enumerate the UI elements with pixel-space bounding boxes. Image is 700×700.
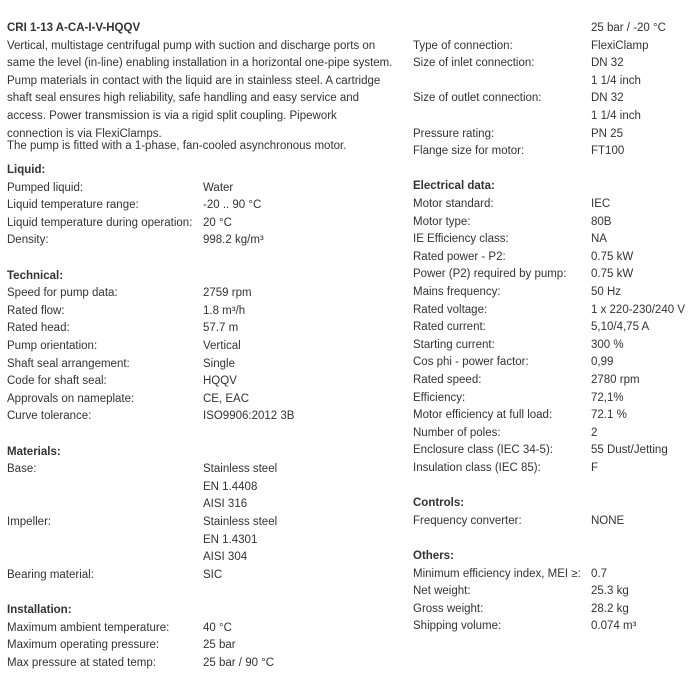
- spec-label: Pressure rating:: [413, 127, 495, 140]
- section-heading-others: Others:: [413, 550, 454, 562]
- spec-row-base: [7, 461, 397, 511]
- spec-row-type-of-connection: [413, 38, 698, 56]
- spec-label: Rated speed:: [413, 374, 482, 386]
- spec-value: HQQV: [203, 375, 237, 388]
- spec-row-approvals-on-nameplate: [7, 391, 397, 409]
- spec-label: Motor type:: [413, 215, 471, 228]
- spec-value: Stainless steel: [203, 463, 278, 476]
- spec-value: ISO9906:2012 3B: [203, 410, 295, 423]
- description-line: connection is via FlexiClamps.: [7, 127, 162, 140]
- spec-value: AISI 316: [203, 498, 248, 511]
- spec-row-motor-standard: [413, 196, 698, 214]
- spec-value: DN 32: [591, 57, 624, 70]
- spec-label: Base:: [7, 463, 37, 476]
- spec-value: 2: [591, 426, 598, 439]
- spec-row-pressure-rating: [413, 126, 698, 144]
- spec-label: Starting current:: [413, 338, 495, 351]
- section-heading-controls: Controls:: [413, 497, 465, 510]
- spec-value: 0.7: [591, 567, 607, 580]
- spec-row-curve-tolerance: [7, 408, 397, 426]
- spec-row-ie-efficiency-class: [413, 231, 698, 249]
- spec-label: Motor efficiency at full load:: [413, 409, 553, 422]
- spec-value: PN 25: [591, 127, 623, 140]
- spec-label: Rated power - P2:: [413, 250, 506, 263]
- spec-row-net-weight: [413, 583, 698, 601]
- spec-label: Speed for pump data:: [7, 287, 118, 300]
- spec-value: SIC: [203, 568, 223, 581]
- spec-row-insulation-class-iec-85: [413, 460, 698, 478]
- spec-value: 0.75 kW: [591, 250, 634, 263]
- spec-row-rated-voltage: [413, 302, 698, 320]
- spec-label: Efficiency:: [413, 391, 466, 404]
- spec-value: Water: [203, 181, 234, 194]
- spec-label: Number of poles:: [413, 426, 501, 439]
- spec-row-motor-type: [413, 214, 698, 232]
- product-title: CRI 1-13 A-CA-I-V-HQQV: [7, 22, 141, 34]
- spec-row-flange-size-for-motor: [413, 143, 698, 161]
- section-heading-installation: Installation:: [7, 604, 72, 616]
- spec-label: Size of outlet connection:: [413, 92, 542, 105]
- spec-row-power-p2-required-by-pump: [413, 266, 698, 284]
- spec-row-number-of-poles: [413, 425, 698, 443]
- spec-value: 72.1 %: [591, 409, 627, 422]
- spec-value: 25 bar: [203, 639, 236, 652]
- spec-label: Flange size for motor:: [413, 145, 525, 158]
- motor-note: The pump is fitted with a 1-phase, fan-cooled asynchronous motor.: [7, 140, 347, 152]
- spec-label: Insulation class (IEC 85):: [413, 462, 541, 474]
- spec-label: Impeller:: [7, 516, 52, 528]
- spec-row-liquid-temperature-during-operation: [7, 215, 397, 233]
- spec-value: 57.7 m: [203, 322, 239, 335]
- spec-value: 1 x 220-230/240 V: [591, 303, 685, 316]
- spec-value: 50 Hz: [591, 286, 622, 298]
- spec-value: AISI 304: [203, 551, 248, 564]
- spec-row-gross-weight: [413, 601, 698, 619]
- spec-row-enclosure-class-iec-34-5: [413, 442, 698, 460]
- spec-row-frequency-converter: [413, 513, 698, 531]
- spec-label: Approvals on nameplate:: [7, 392, 135, 405]
- spec-value: CE, EAC: [203, 392, 250, 405]
- spec-value: 20 °C: [203, 216, 232, 229]
- spec-label: Max pressure at stated temp:: [7, 656, 156, 669]
- spec-value: FlexiClamp: [591, 39, 649, 52]
- spec-label: Size of inlet connection:: [413, 57, 535, 70]
- spec-label: Minimum efficiency index, MEI ≥:: [413, 567, 581, 580]
- spec-value: 25 bar / -20 °C: [591, 22, 666, 34]
- spec-label: Rated current:: [413, 321, 486, 334]
- spec-value: 1 1/4 inch: [591, 74, 641, 87]
- spec-label: Bearing material:: [7, 568, 94, 581]
- spec-row-efficiency: [413, 390, 698, 408]
- spec-value: 72,1%: [591, 391, 624, 404]
- spec-label: Type of connection:: [413, 39, 513, 52]
- spec-value: 1.8 m³/h: [203, 304, 246, 317]
- spec-value: 80B: [591, 215, 612, 228]
- spec-row-rated-head: [7, 320, 397, 338]
- spec-row-mains-frequency: [413, 284, 698, 302]
- section-heading-electrical-data: Electrical data:: [413, 180, 495, 193]
- spec-row-pump-orientation: [7, 338, 397, 356]
- spec-row-size-of-outlet-connection: [413, 90, 698, 122]
- spec-label: IE Efficiency class:: [413, 233, 509, 246]
- spec-label: Maximum operating pressure:: [7, 639, 160, 652]
- spec-row-density: [7, 232, 397, 250]
- spec-label: Gross weight:: [413, 602, 484, 615]
- spec-value: Single: [203, 357, 235, 370]
- spec-label: Code for shaft seal:: [7, 375, 107, 388]
- spec-row-starting-current: [413, 337, 698, 355]
- spec-label: Rated voltage:: [413, 303, 488, 316]
- spec-row-rated-flow: [7, 303, 397, 321]
- section-heading-materials: Materials:: [7, 445, 61, 458]
- spec-label: Net weight:: [413, 585, 471, 598]
- spec-value: 55 Dust/Jetting: [591, 444, 668, 457]
- spec-value: 300 %: [591, 338, 624, 351]
- spec-label: Frequency converter:: [413, 514, 522, 527]
- spec-value: NA: [591, 233, 607, 246]
- spec-label: Rated flow:: [7, 304, 65, 317]
- spec-label: Cos phi - power factor:: [413, 356, 529, 369]
- spec-label: Density:: [7, 234, 49, 247]
- spec-row-impeller: [7, 514, 397, 564]
- spec-value: IEC: [591, 198, 611, 210]
- spec-label: Mains frequency:: [413, 286, 501, 298]
- spec-row-rated-speed: [413, 372, 698, 390]
- spec-label: Pump orientation:: [7, 340, 98, 352]
- spec-row-max-pressure-at-stated-temp: [7, 655, 397, 673]
- spec-row-rated-current: [413, 319, 698, 337]
- spec-row-speed-for-pump-data: [7, 285, 397, 303]
- spec-row-bearing-material: [7, 567, 397, 585]
- spec-label: Enclosure class (IEC 34-5):: [413, 444, 553, 457]
- description-line: Vertical, multistage centrifugal pump with suction and discharge ports on: [7, 39, 376, 52]
- spec-value: 0.074 m³: [591, 620, 637, 633]
- spec-value: NONE: [591, 514, 625, 527]
- spec-row-liquid-temperature-range: [7, 197, 397, 215]
- spec-value: 5,10/4,75 A: [591, 321, 650, 334]
- spec-value: 2759 rpm: [203, 287, 252, 300]
- spec-row-shipping-volume: [413, 618, 698, 636]
- spec-label: Curve tolerance:: [7, 410, 92, 423]
- spec-row-size-of-inlet-connection: [413, 55, 698, 87]
- spec-row-maximum-ambient-temperature: [7, 620, 397, 638]
- spec-value: 0,99: [591, 356, 614, 369]
- spec-value: DN 32: [591, 92, 624, 105]
- spec-value: 28.2 kg: [591, 602, 629, 615]
- spec-value: 25.3 kg: [591, 585, 629, 598]
- spec-row-pumped-liquid: [7, 180, 397, 198]
- spec-label: Liquid temperature during operation:: [7, 216, 193, 229]
- spec-label: Liquid temperature range:: [7, 199, 139, 212]
- description-line: Pump materials in contact with the liquid are in stainless steel. A cartridge: [7, 74, 381, 87]
- spec-row-code-for-shaft-seal: [7, 373, 397, 391]
- spec-value: 25 bar / 90 °C: [203, 656, 275, 669]
- spec-value: 40 °C: [203, 621, 232, 634]
- spec-value: Stainless steel: [203, 516, 278, 528]
- spec-row-motor-efficiency-at-full-load: [413, 407, 698, 425]
- spec-value: FT100: [591, 145, 625, 158]
- description-line: shaft seal ensures high reliability, safe handling and easy service and: [7, 92, 360, 105]
- description-line: access. Power transmission is via a rigid split coupling. Pipework: [7, 110, 337, 122]
- description-line: same the level (in-line) enabling installation in a horizontal one-pipe system.: [7, 57, 393, 70]
- spec-value: 0.75 kW: [591, 268, 634, 281]
- spec-value: Vertical: [203, 340, 241, 352]
- spec-value: 1 1/4 inch: [591, 109, 641, 122]
- section-heading-liquid: Liquid:: [7, 164, 46, 176]
- spec-label: Shaft seal arrangement:: [7, 357, 130, 370]
- spec-label: Shipping volume:: [413, 620, 502, 633]
- spec-value: -20 .. 90 °C: [203, 199, 262, 212]
- spec-row-minimum-efficiency-index-mei: [413, 566, 698, 584]
- spec-label: Maximum ambient temperature:: [7, 621, 170, 634]
- spec-label: Pumped liquid:: [7, 181, 84, 194]
- spec-value: 2780 rpm: [591, 374, 640, 386]
- spec-row-rated-power-p2: [413, 249, 698, 267]
- spec-label: Rated head:: [7, 322, 70, 335]
- spec-label: Motor standard:: [413, 198, 494, 210]
- spec-value: 998.2 kg/m³: [203, 234, 264, 247]
- spec-value: F: [591, 462, 599, 474]
- spec-row-cos-phi-power-factor: [413, 354, 698, 372]
- spec-row-maximum-operating-pressure: [7, 637, 397, 655]
- section-heading-technical: Technical:: [7, 269, 64, 282]
- spec-row-shaft-seal-arrangement: [7, 356, 397, 374]
- spec-value: EN 1.4301: [203, 533, 258, 546]
- spec-row-row: [413, 20, 698, 38]
- spec-value: EN 1.4408: [203, 480, 258, 493]
- spec-label: Power (P2) required by pump:: [413, 268, 567, 281]
